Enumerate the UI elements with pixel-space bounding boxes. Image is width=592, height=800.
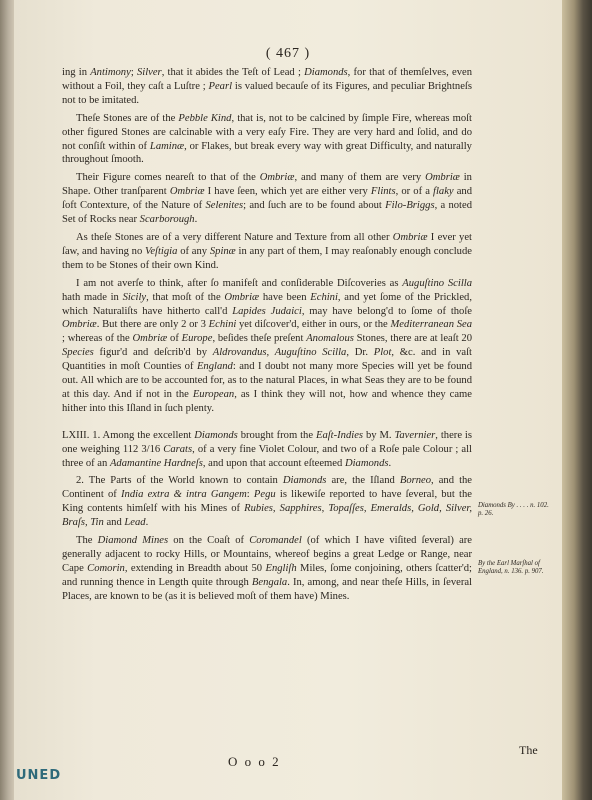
text-run: , may have belong'd to ſome of thoſe (301, 305, 473, 317)
italic-run: Spinæ (209, 245, 236, 257)
paragraph-1 (62, 66, 472, 108)
italic-run: Auguſtino Scilla (402, 277, 472, 289)
text-run: hath made in (62, 291, 123, 303)
book-gutter-edge (0, 0, 14, 800)
text-run: : and I doubt not many more Species will yet be found out. All which are to be accounted for, as to the natural Places, in what Seas they are to be found at this day. And if not in the (62, 361, 472, 400)
italic-run: Diamond Mines (97, 535, 169, 547)
italic-run: Carats (163, 443, 193, 455)
italic-run: Sicily (122, 291, 147, 303)
text-run: brought from the (237, 429, 316, 441)
text-run: yet diſcover'd, either in ours, or the (236, 319, 391, 331)
text-run: Their Figure comes neareſt to that of the (76, 172, 260, 184)
italic-run: Coromandel (249, 535, 302, 547)
text-run: . In, among, and near theſe Hills, in ſeveral Places, are known to be (as it is believed moſt of them have) Mines. (62, 576, 472, 602)
catchword: The (519, 743, 538, 757)
italic-run: Borneo (399, 475, 432, 487)
italic-run: Ombriæ (169, 186, 205, 198)
text-run: The (76, 535, 98, 547)
paragraph-8 (62, 534, 472, 604)
text-run: As theſe Stones are of a very different Nature and Texture from all other (76, 231, 393, 243)
text-run: , of a very fine Violet Colour, and two of a Roſe pale Colour ; all three of an (62, 443, 472, 469)
text-run: : (246, 489, 254, 501)
italic-run: Eaſt-Indies (315, 429, 364, 441)
text-run: , and the Continent of (62, 475, 473, 501)
italic-run: Tavernier (394, 429, 436, 441)
text-run: ; (130, 67, 137, 78)
text-run: , or of a (395, 186, 434, 198)
section-gap (62, 420, 472, 429)
italic-run: Antimony (90, 67, 131, 78)
text-run: are, the Iſland (326, 475, 400, 487)
signature-mark: O o o 2 (228, 754, 281, 769)
italic-run: Comorin (87, 562, 125, 574)
italic-run: Pebble Kind (178, 112, 232, 124)
italic-run: Ombriæ (62, 319, 97, 331)
main-text-block (62, 66, 472, 608)
text-run: , that moſt of the (146, 291, 225, 303)
italic-run: Species (62, 347, 94, 359)
text-run: on the Coaſt of (168, 535, 250, 547)
italic-run: Selenites (205, 200, 244, 212)
text-run: and ſoft Contexture, of the Nature of (62, 186, 472, 212)
text-run: in Shape. Other tranſparent (62, 172, 472, 198)
italic-run: Ombriæ (425, 172, 460, 184)
italic-run: Diamonds (304, 67, 348, 78)
italic-run: Anomalous (306, 333, 354, 345)
text-run: is valued becauſe of its Figures, and peculiar Brightneſs not to be imitated. (62, 80, 472, 106)
italic-run: Silver (136, 67, 162, 78)
italic-run: Lead (124, 517, 146, 529)
marginal-note-diamonds: Diamonds By . . . . n. 102. p. 26. (478, 502, 549, 517)
page-fore-edge (562, 0, 592, 800)
italic-run: Veſtigia (145, 245, 178, 257)
italic-run: Rubies, Sapphires, Topaſſes, Emeralds, Gold, Silver, Braſs, Tin (62, 503, 472, 529)
italic-run: Europe (181, 333, 213, 345)
text-run: I have ſeen, which yet are either very (204, 186, 371, 198)
italic-run: Filo-Briggs (385, 200, 435, 212)
text-run: ; whereas of the (62, 333, 133, 345)
paragraph-5 (62, 277, 472, 416)
italic-run: Diamonds (344, 457, 389, 469)
text-run: , &c. and in vaſt Quantities in moſt Counties of (62, 347, 472, 373)
italic-run: Scarborough (139, 214, 195, 226)
marginal-note-earl-marshal: By the Earl Marſhal of England, n. 136. p. 907. (478, 560, 544, 575)
italic-run: Diamonds (282, 475, 327, 487)
text-run: , and yet ſome of the Prickled, which Naturaliſts have hitherto call'd (62, 291, 472, 317)
text-run: , Dr. (346, 347, 374, 359)
page-number: ( 467 ) (265, 46, 311, 61)
italic-run: Laminæ (149, 140, 185, 152)
italic-run: Ombriæ (132, 333, 168, 345)
text-run: of (167, 333, 182, 345)
italic-run: Ombriæ (224, 291, 260, 303)
paragraph-2 (62, 112, 472, 168)
text-run: Stones, there are at leaſt 20 (353, 333, 473, 345)
text-run: is likewiſe reported to have ſeveral, but the King contents himſelf with his Mines of (62, 489, 472, 515)
text-run: ; and ſuch are to be found about (243, 200, 386, 212)
paragraph-7 (62, 474, 472, 530)
text-run: and (103, 517, 125, 529)
text-run: . (388, 457, 392, 469)
paragraph-3 (62, 171, 472, 227)
book-page (14, 0, 562, 800)
text-run: ing in (62, 67, 91, 78)
text-run: , a noted Set of Rocks near (62, 200, 472, 226)
italic-run: England (196, 361, 233, 373)
italic-run: flaky (433, 186, 454, 198)
text-run: I am not averſe to think, after ſo manifeſt and conſiderable Diſcoveries as (76, 277, 403, 289)
text-run: . But there are only 2 or 3 (96, 319, 209, 331)
italic-run: Diamonds (194, 429, 238, 441)
italic-run: Echini (310, 291, 338, 303)
text-run: , for that of themſelves, even without a Foil, they caſt a Luſtre ; (62, 67, 472, 92)
text-run: , or Flakes, but break every way with great Difficulty, and naturally throughout ſmooth. (62, 140, 472, 166)
italic-run: Ombriæ (259, 172, 295, 184)
italic-run: Bengala (251, 576, 288, 588)
italic-run: Pegu (253, 489, 276, 501)
italic-run: Echini (208, 319, 237, 331)
italic-run: Ombriæ (392, 231, 428, 243)
text-run: in any part of them, I may reaſonably enough conclude them to be Stones of their own Kind. (62, 245, 472, 271)
text-run: have been (259, 291, 311, 303)
library-watermark: UNED (16, 768, 62, 783)
text-run: , beſides theſe preſent (212, 333, 307, 345)
paragraph-4 (62, 231, 472, 273)
text-run: Theſe Stones are of the (76, 112, 179, 124)
italic-run: Mediterranean Sea (390, 319, 472, 331)
text-run: 2. The Parts of the World known to contain (76, 475, 283, 487)
italic-run: Aldrovandus, Auguſtino Scilla (212, 347, 347, 359)
italic-run: Lapides Judaici (232, 305, 302, 317)
italic-run: Pearl (208, 80, 233, 92)
italic-run: Adamantine Hardneſs (109, 457, 203, 469)
text-run: , that is, not to be calcined by ſimple Fire, whereas moſt other figured Stones are calcinable with a very eaſy Fire. They are very hard and ſolid, and do not conſiſt within of (62, 112, 473, 152)
italic-run: Flints (370, 186, 396, 198)
text-run: , extending in Breadth about 50 (124, 562, 266, 574)
italic-run: Engliſh (265, 562, 297, 574)
text-run: Miles, ſome conjoining, others ſcatter'd; and running thence in Length quite through (62, 562, 473, 588)
italic-run: European (192, 388, 235, 400)
italic-run: India extra & intra Gangem (121, 489, 247, 501)
paragraph-6 (62, 429, 472, 471)
italic-run: Plot (373, 347, 392, 359)
text-run: by M. (363, 429, 395, 441)
text-run: , and many of them are very (294, 172, 426, 184)
text-run: . (194, 214, 198, 226)
text-run: of any (177, 245, 210, 257)
text-run: , as I think they will not, how and whence they came hither into this Iſland in ſuch plenty. (62, 388, 473, 414)
text-run: I ever yet ſaw, and having no (62, 231, 472, 257)
text-run: , there is one weighing 112 3/16 (62, 429, 472, 455)
text-run: figur'd and deſcrib'd by (93, 347, 213, 359)
text-run: . (145, 517, 149, 529)
text-run: , and upon that account eſteemed (202, 457, 345, 469)
text-run: , that it abides the Teſt of Lead ; (161, 67, 305, 78)
text-run: (of which I have viſited ſeveral) are generally adjacent to rocky Hills, or Mountains, whereof begins a great Ledge or Range, near Cape (62, 535, 472, 574)
text-run: LXIII. 1. Among the excellent (62, 429, 195, 441)
